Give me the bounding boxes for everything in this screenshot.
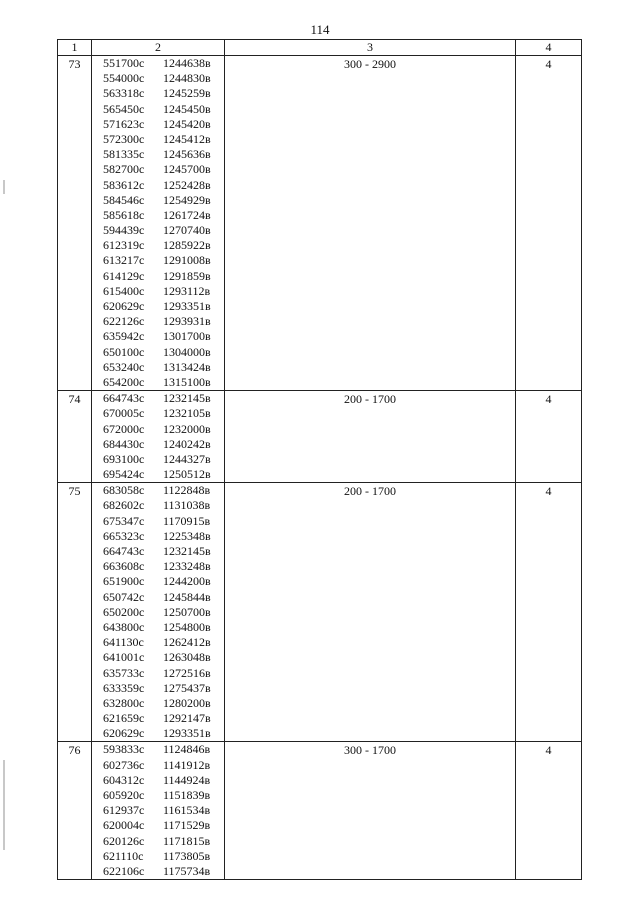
coordinate-pair <box>92 162 224 177</box>
coordinate-pair <box>92 71 224 86</box>
latitude: 572300с <box>103 131 145 146</box>
table-row <box>58 56 582 391</box>
latitude: 643800с <box>103 619 145 634</box>
longitude: 1245259в <box>163 86 211 101</box>
latitude: 672000с <box>103 421 145 436</box>
longitude: 1245844в <box>163 589 211 604</box>
latitude: 654200с <box>103 374 145 389</box>
latitude: 621110с <box>103 848 144 863</box>
coordinate-pair <box>92 514 224 529</box>
latitude: 585618с <box>103 207 145 222</box>
latitude: 695424с <box>103 467 145 482</box>
latitude: 675347с <box>103 513 145 528</box>
longitude: 1232000в <box>163 421 211 436</box>
table-row <box>58 742 582 880</box>
height-range: 200 - 1700 <box>225 391 516 483</box>
longitude: 1171529в <box>163 818 211 833</box>
latitude: 605920с <box>103 788 145 802</box>
latitude: 612937с <box>103 803 145 818</box>
height-range: 300 - 1700 <box>225 742 516 880</box>
longitude: 1244830в <box>163 71 211 86</box>
longitude: 1245450в <box>163 101 211 116</box>
coordinate-pair <box>92 635 224 650</box>
longitude: 1250512в <box>163 467 211 482</box>
category: 4 <box>516 742 582 880</box>
scan-margin-mark <box>3 760 5 850</box>
coordinate-pair <box>92 422 224 437</box>
longitude: 1245700в <box>163 162 211 177</box>
longitude: 1170915в <box>163 513 211 528</box>
table-row <box>58 391 582 483</box>
latitude: 693100с <box>103 451 145 466</box>
latitude: 664743с <box>103 391 145 406</box>
longitude: 1122848в <box>163 483 211 498</box>
longitude: 1293351в <box>163 299 211 313</box>
coordinate-pair <box>92 117 224 132</box>
coordinate-pair <box>92 208 224 223</box>
longitude: 1124846в <box>163 742 211 757</box>
coordinate-pair <box>92 834 224 849</box>
coordinate-pair <box>92 56 224 71</box>
header-col-2: 2 <box>92 40 225 56</box>
coordinate-pair <box>92 178 224 193</box>
latitude: 620629с <box>103 299 145 313</box>
coordinate-pair <box>92 284 224 299</box>
longitude: 1250700в <box>163 604 211 619</box>
coordinate-pair <box>92 132 224 147</box>
latitude: 551700с <box>103 56 145 70</box>
latitude: 565450с <box>103 101 145 116</box>
coordinate-pair <box>92 818 224 833</box>
height-range: 200 - 1700 <box>225 483 516 742</box>
coordinate-pair <box>92 483 224 498</box>
latitude: 622126с <box>103 314 145 329</box>
latitude: 583612с <box>103 177 145 192</box>
header-row <box>58 40 582 56</box>
coordinate-pair <box>92 681 224 696</box>
longitude: 1141912в <box>163 757 211 772</box>
coordinate-pair <box>92 437 224 452</box>
row-number: 76 <box>58 742 92 880</box>
latitude: 683058с <box>103 483 145 498</box>
coordinates-cell <box>92 742 225 880</box>
coordinates-cell <box>92 391 225 483</box>
longitude: 1244327в <box>163 451 211 466</box>
latitude: 653240с <box>103 359 145 374</box>
scan-margin-mark <box>3 180 5 194</box>
coordinate-pair <box>92 559 224 574</box>
coordinate-pair <box>92 849 224 864</box>
latitude: 620629с <box>103 726 145 741</box>
longitude: 1245412в <box>163 131 211 146</box>
longitude: 1291859в <box>163 268 211 283</box>
latitude: 684430с <box>103 436 145 451</box>
longitude: 1272516в <box>163 665 211 680</box>
coordinates-table <box>57 39 582 880</box>
coordinate-pair <box>92 253 224 268</box>
latitude: 594439с <box>103 223 145 238</box>
coordinate-pair <box>92 605 224 620</box>
longitude: 1240242в <box>163 436 211 451</box>
longitude: 1232145в <box>163 544 211 558</box>
row-number: 75 <box>58 483 92 742</box>
coordinate-pair <box>92 544 224 559</box>
table-row <box>58 483 582 742</box>
longitude: 1315100в <box>163 374 211 389</box>
longitude: 1244638в <box>163 56 211 70</box>
coordinate-pair <box>92 329 224 344</box>
longitude: 1233248в <box>163 559 211 574</box>
latitude: 641130с <box>103 635 144 650</box>
coordinates-cell <box>92 483 225 742</box>
coordinate-pair <box>92 666 224 681</box>
coordinate-pair <box>92 864 224 879</box>
category: 4 <box>516 391 582 483</box>
latitude: 635942с <box>103 329 145 344</box>
latitude: 650742с <box>103 589 145 604</box>
coordinate-pair <box>92 238 224 253</box>
row-number: 74 <box>58 391 92 483</box>
latitude: 651900с <box>103 574 145 589</box>
longitude: 1225348в <box>163 528 211 543</box>
longitude: 1262412в <box>163 635 211 650</box>
latitude: 582700с <box>103 162 145 177</box>
latitude: 612319с <box>103 238 145 253</box>
latitude: 620126с <box>103 833 145 848</box>
latitude: 604312с <box>103 772 145 787</box>
latitude: 615400с <box>103 283 145 298</box>
longitude: 1261724в <box>163 207 211 222</box>
longitude: 1131038в <box>163 498 211 513</box>
coordinate-pair <box>92 803 224 818</box>
coordinate-pair <box>92 375 224 390</box>
coordinate-pair <box>92 467 224 482</box>
latitude: 621659с <box>103 711 145 726</box>
longitude: 1173805в <box>163 848 211 863</box>
longitude: 1245636в <box>163 147 211 162</box>
longitude: 1292147в <box>163 711 211 726</box>
longitude: 1144924в <box>163 772 211 787</box>
longitude: 1232105в <box>163 406 211 421</box>
longitude: 1293112в <box>163 283 211 298</box>
coordinates-cell <box>92 56 225 391</box>
row-number: 73 <box>58 56 92 391</box>
coordinate-pair <box>92 269 224 284</box>
coordinate-pair <box>92 711 224 726</box>
coordinate-pair <box>92 147 224 162</box>
coordinate-pair <box>92 788 224 803</box>
header-col-3: 3 <box>225 40 516 56</box>
coordinate-pair <box>92 406 224 421</box>
longitude: 1171815в <box>163 833 211 848</box>
longitude: 1252428в <box>163 177 211 192</box>
latitude: 614129с <box>103 268 145 283</box>
coordinate-pair <box>92 102 224 117</box>
longitude: 1254800в <box>163 619 211 634</box>
header-col-4: 4 <box>516 40 582 56</box>
longitude: 1244200в <box>163 574 211 589</box>
coordinate-pair <box>92 726 224 741</box>
longitude: 1293931в <box>163 314 211 329</box>
height-range: 300 - 2900 <box>225 56 516 391</box>
coordinate-pair <box>92 574 224 589</box>
latitude: 581335с <box>103 147 145 162</box>
longitude: 1232145в <box>163 391 211 406</box>
latitude: 613217с <box>103 253 145 268</box>
latitude: 664743с <box>103 544 145 558</box>
coordinate-pair <box>92 498 224 513</box>
category: 4 <box>516 483 582 742</box>
coordinate-pair <box>92 299 224 314</box>
longitude: 1301700в <box>163 329 211 344</box>
latitude: 670005с <box>103 406 145 421</box>
latitude: 571623с <box>103 116 145 131</box>
page-number: 114 <box>310 22 330 37</box>
longitude: 1285922в <box>163 238 211 253</box>
latitude: 635733с <box>103 665 145 680</box>
latitude: 593833с <box>103 742 145 757</box>
latitude: 622106с <box>103 863 145 878</box>
longitude: 1313424в <box>163 359 211 374</box>
longitude: 1293351в <box>163 726 211 741</box>
coordinate-pair <box>92 86 224 101</box>
coordinate-pair <box>92 391 224 406</box>
coordinate-pair <box>92 452 224 467</box>
longitude: 1270740в <box>163 223 211 238</box>
coordinate-pair <box>92 193 224 208</box>
table-header <box>58 40 582 56</box>
latitude: 663608с <box>103 559 145 574</box>
coordinate-pair <box>92 223 224 238</box>
longitude: 1151839в <box>163 788 211 802</box>
table-body <box>58 56 582 880</box>
coordinate-pair <box>92 696 224 711</box>
latitude: 665323с <box>103 528 145 543</box>
longitude: 1161534в <box>163 803 211 818</box>
longitude: 1291008в <box>163 253 211 268</box>
latitude: 584546с <box>103 192 145 207</box>
category: 4 <box>516 56 582 391</box>
latitude: 620004с <box>103 818 145 833</box>
latitude: 632800с <box>103 695 145 710</box>
latitude: 554000с <box>103 71 145 86</box>
coordinate-pair <box>92 758 224 773</box>
longitude: 1304000в <box>163 344 211 359</box>
coordinate-pair <box>92 773 224 788</box>
latitude: 563318с <box>103 86 145 101</box>
latitude: 602736с <box>103 757 145 772</box>
latitude: 633359с <box>103 680 145 695</box>
longitude: 1245420в <box>163 116 211 131</box>
coordinate-pair <box>92 345 224 360</box>
latitude: 641001с <box>103 650 145 665</box>
longitude: 1175734в <box>163 863 211 878</box>
header-col-1: 1 <box>58 40 92 56</box>
longitude: 1280200в <box>163 695 211 710</box>
latitude: 650100с <box>103 344 145 359</box>
latitude: 682602с <box>103 498 145 513</box>
longitude: 1254929в <box>163 192 211 207</box>
coordinate-pair <box>92 590 224 605</box>
coordinate-pair <box>92 314 224 329</box>
coordinate-pair <box>92 620 224 635</box>
longitude: 1275437в <box>163 680 211 695</box>
coordinate-pair <box>92 529 224 544</box>
longitude: 1263048в <box>163 650 211 665</box>
latitude: 650200с <box>103 604 145 619</box>
coordinate-pair <box>92 650 224 665</box>
coordinate-pair <box>92 360 224 375</box>
coordinate-pair <box>92 742 224 757</box>
